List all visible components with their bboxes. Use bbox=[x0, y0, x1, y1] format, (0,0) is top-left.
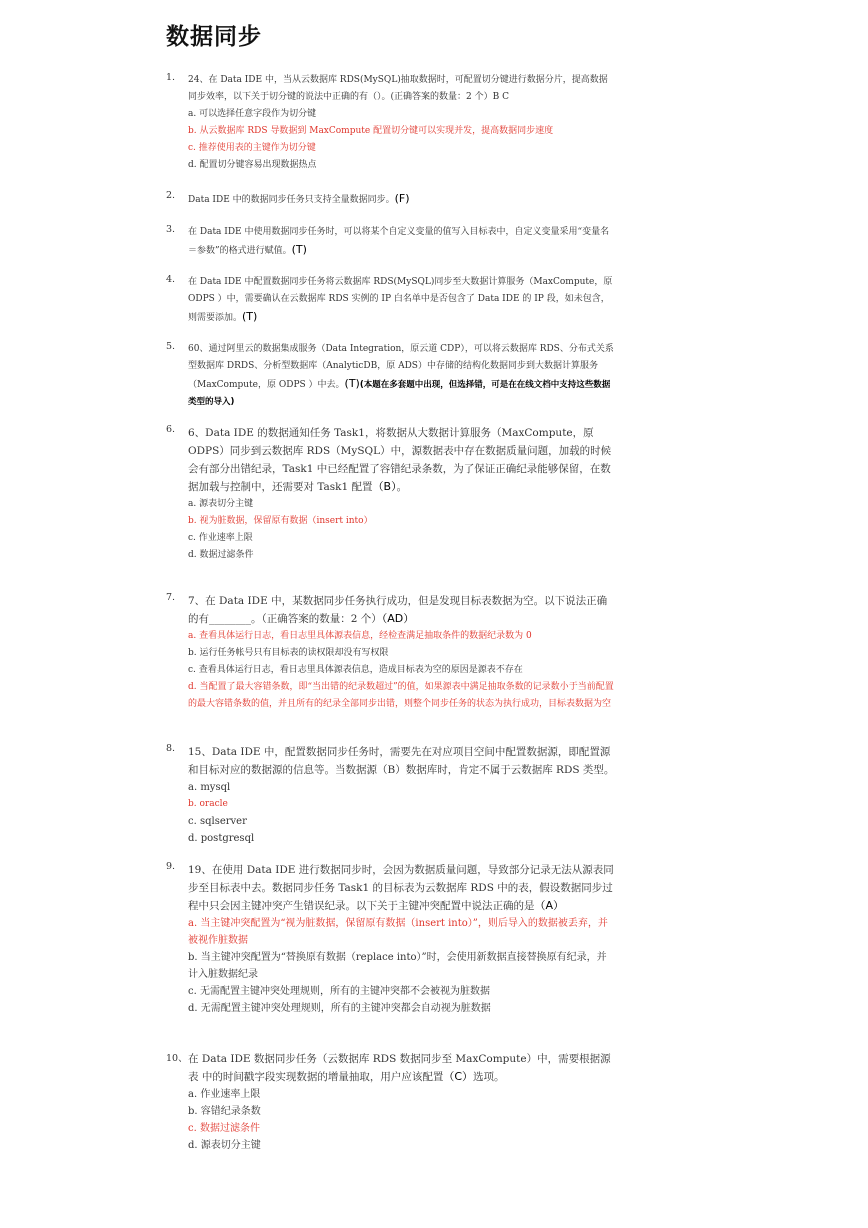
question-8 bbox=[166, 743, 616, 847]
question-text: 在 Data IDE 数据同步任务（云数据库 RDS 数据同步至 MaxCompute）中，需要根据源表 中的时间戳字段实现数据的增量抽取，用户应该配置 bbox=[188, 1053, 611, 1083]
question-number: 9. bbox=[166, 861, 176, 872]
question-number: 4. bbox=[166, 274, 176, 285]
answer: （AD） bbox=[381, 612, 415, 625]
question-7 bbox=[166, 592, 616, 713]
page-title: 数据同步 bbox=[166, 24, 262, 50]
option-a: a. 当主键冲突配置为“视为脏数据，保留原有数据（insert into）”，则后导入的数据被丢弃，并被视作脏数据 bbox=[188, 918, 608, 946]
option-d: d. 无需配置主键冲突处理规则，所有的主键冲突都会自动视为脏数据 bbox=[188, 1003, 491, 1014]
option-c: c. 推荐使用表的主键作为切分键 bbox=[188, 143, 316, 153]
answer: （A） bbox=[534, 899, 565, 912]
option-c: c. 数据过滤条件 bbox=[188, 1123, 260, 1134]
question-number: 5. bbox=[166, 341, 176, 352]
option-a: a. mysql bbox=[188, 782, 231, 793]
option-b: b. oracle bbox=[188, 799, 228, 809]
option-c: c. 作业速率上限 bbox=[188, 533, 253, 543]
question-6 bbox=[166, 424, 616, 564]
question-5 bbox=[166, 341, 616, 411]
question-text: 60、通过阿里云的数据集成服务（Data Integration，原云道 CDP），可以将云数据库 RDS、分布式关系型数据库 DRDS、分析型数据库（AnalyticDB，原 ADS）中存储的结构化数据同步到大数据计算服务（MaxCompute，原 ODPS ）中去。 bbox=[188, 344, 614, 390]
option-c: c. sqlserver bbox=[188, 816, 247, 827]
option-b: b. 容错纪录条数 bbox=[188, 1106, 261, 1117]
question-9 bbox=[166, 861, 616, 1017]
answer: （C） bbox=[443, 1070, 474, 1083]
answer: (F) bbox=[394, 192, 410, 205]
question-number: 3. bbox=[166, 224, 176, 235]
option-b: b. 从云数据库 RDS 导数据到 MaxCompute 配置切分键可以实现并发，提高数据同步速度 bbox=[188, 126, 554, 136]
option-d: d. postgresql bbox=[188, 833, 255, 844]
option-c: c. 查看具体运行日志，看日志里具体源表信息，造成目标表为空的原因是源表不存在 bbox=[188, 665, 523, 675]
answer: （B） bbox=[372, 480, 397, 493]
question-10 bbox=[166, 1050, 616, 1154]
question-text: 19、在使用 Data IDE 进行数据同步时，会因为数据质量问题，导致部分记录无法从源表同步至目标表中去。数据同步任务 Task1 的目标表为云数据库 RDS 中的表，假设数据同步过程中只会因主键冲突产生错误纪录。以下关于主键冲突配置中说法正确的是 bbox=[188, 864, 614, 912]
answer-note: (本题在多套题中出现，但选择错，可是在在线文档中支持这些数据类型的导入) bbox=[188, 380, 611, 407]
option-d: d. 当配置了最大容错条数，即“当出错的纪录数超过”的值，如果源表中满足抽取条数的记录数小于当前配置的最大容错条数的值，并且所有的纪录全部同步出错，则整个同步任务的状态为执行成功，目标表数据为空 bbox=[188, 682, 614, 709]
option-b: b. 视为脏数据，保留原有数据（insert into） bbox=[188, 516, 373, 526]
question-number: 7. bbox=[166, 592, 176, 603]
option-b: b. 运行任务帐号只有目标表的读权限却没有写权限 bbox=[188, 648, 389, 658]
option-b: b. 当主键冲突配置为“替换原有数据（replace into）”时，会使用新数据直接替换原有纪录，并计入脏数据纪录 bbox=[188, 952, 607, 980]
question-text: 15、Data IDE 中，配置数据同步任务时，需要先在对应项目空间中配置数据源，即配置源和目标对应的数据源的信息等。当数据源（B）数据库时，肯定不属于云数据库 RDS 类型。 bbox=[188, 746, 615, 776]
question-text: 6、Data IDE 的数据通知任务 Task1，将数据从大数据计算服务（MaxCompute，原 ODPS）同步到云数据库 RDS（MySQL）中，源数据表中存在数据质量问题，加载的时候会有部分出错纪录，Task1 中已经配置了容错纪录条数，为了保证正确纪录能够保留，在数据加载与控制中，还需要对 Task1 配置 bbox=[188, 427, 612, 493]
option-a: a. 可以选择任意字段作为切分键 bbox=[188, 109, 317, 119]
answer: (T) bbox=[344, 377, 360, 390]
question-number: 2. bbox=[166, 190, 176, 201]
option-c: c. 无需配置主键冲突处理规则，所有的主键冲突都不会被视为脏数据 bbox=[188, 986, 490, 997]
question-1 bbox=[166, 72, 616, 174]
question-3 bbox=[166, 224, 616, 260]
option-d: d. 数据过滤条件 bbox=[188, 550, 254, 560]
question-number: 6. bbox=[166, 424, 176, 435]
question-number: 10、 bbox=[166, 1053, 188, 1064]
question-2 bbox=[166, 190, 616, 209]
question-number: 1. bbox=[166, 72, 176, 83]
question-tail: 选项。 bbox=[473, 1071, 505, 1083]
question-tail: 。 bbox=[396, 481, 408, 493]
option-a: a. 查看具体运行日志，看日志里具体源表信息，经检查满足抽取条件的数据纪录数为 0 bbox=[188, 631, 532, 641]
question-text: 在 Data IDE 中配置数据同步任务将云数据库 RDS(MySQL)同步至大数据计算服务（MaxCompute，原 ODPS ）中，需要确认在云数据库 RDS 实例的 IP 白名单中是否包含了 Data IDE 的 IP 段，如未包含，则需要添加。 bbox=[188, 277, 613, 323]
answer: (T) bbox=[242, 310, 258, 323]
question-text: 24、在 Data IDE 中，当从云数据库 RDS(MySQL)抽取数据时，可配置切分键进行数据分片，提高数据同步效率，以下关于切分键的说法中正确的有（）。(正确答案的数量：2 个）B C bbox=[188, 75, 608, 102]
option-d: d. 配置切分键容易出现数据热点 bbox=[188, 160, 317, 170]
question-text: 7、在 Data IDE 中，某数据同步任务执行成功，但是发现目标表数据为空。以下说法正确的有________。（正确答案的数量：2 个） bbox=[188, 595, 608, 625]
question-text: 在 Data IDE 中使用数据同步任务时，可以将某个自定义变量的值写入目标表中，自定义变量采用“变量名＝参数”的格式进行赋值。 bbox=[188, 227, 610, 256]
option-d: d. 源表切分主键 bbox=[188, 1140, 261, 1151]
question-text: Data IDE 中的数据同步任务只支持全量数据同步。 bbox=[188, 195, 395, 205]
answer: (T) bbox=[291, 243, 307, 256]
option-a: a. 源表切分主键 bbox=[188, 499, 254, 509]
option-a: a. 作业速率上限 bbox=[188, 1089, 261, 1100]
question-4 bbox=[166, 274, 616, 327]
question-number: 8. bbox=[166, 743, 176, 754]
